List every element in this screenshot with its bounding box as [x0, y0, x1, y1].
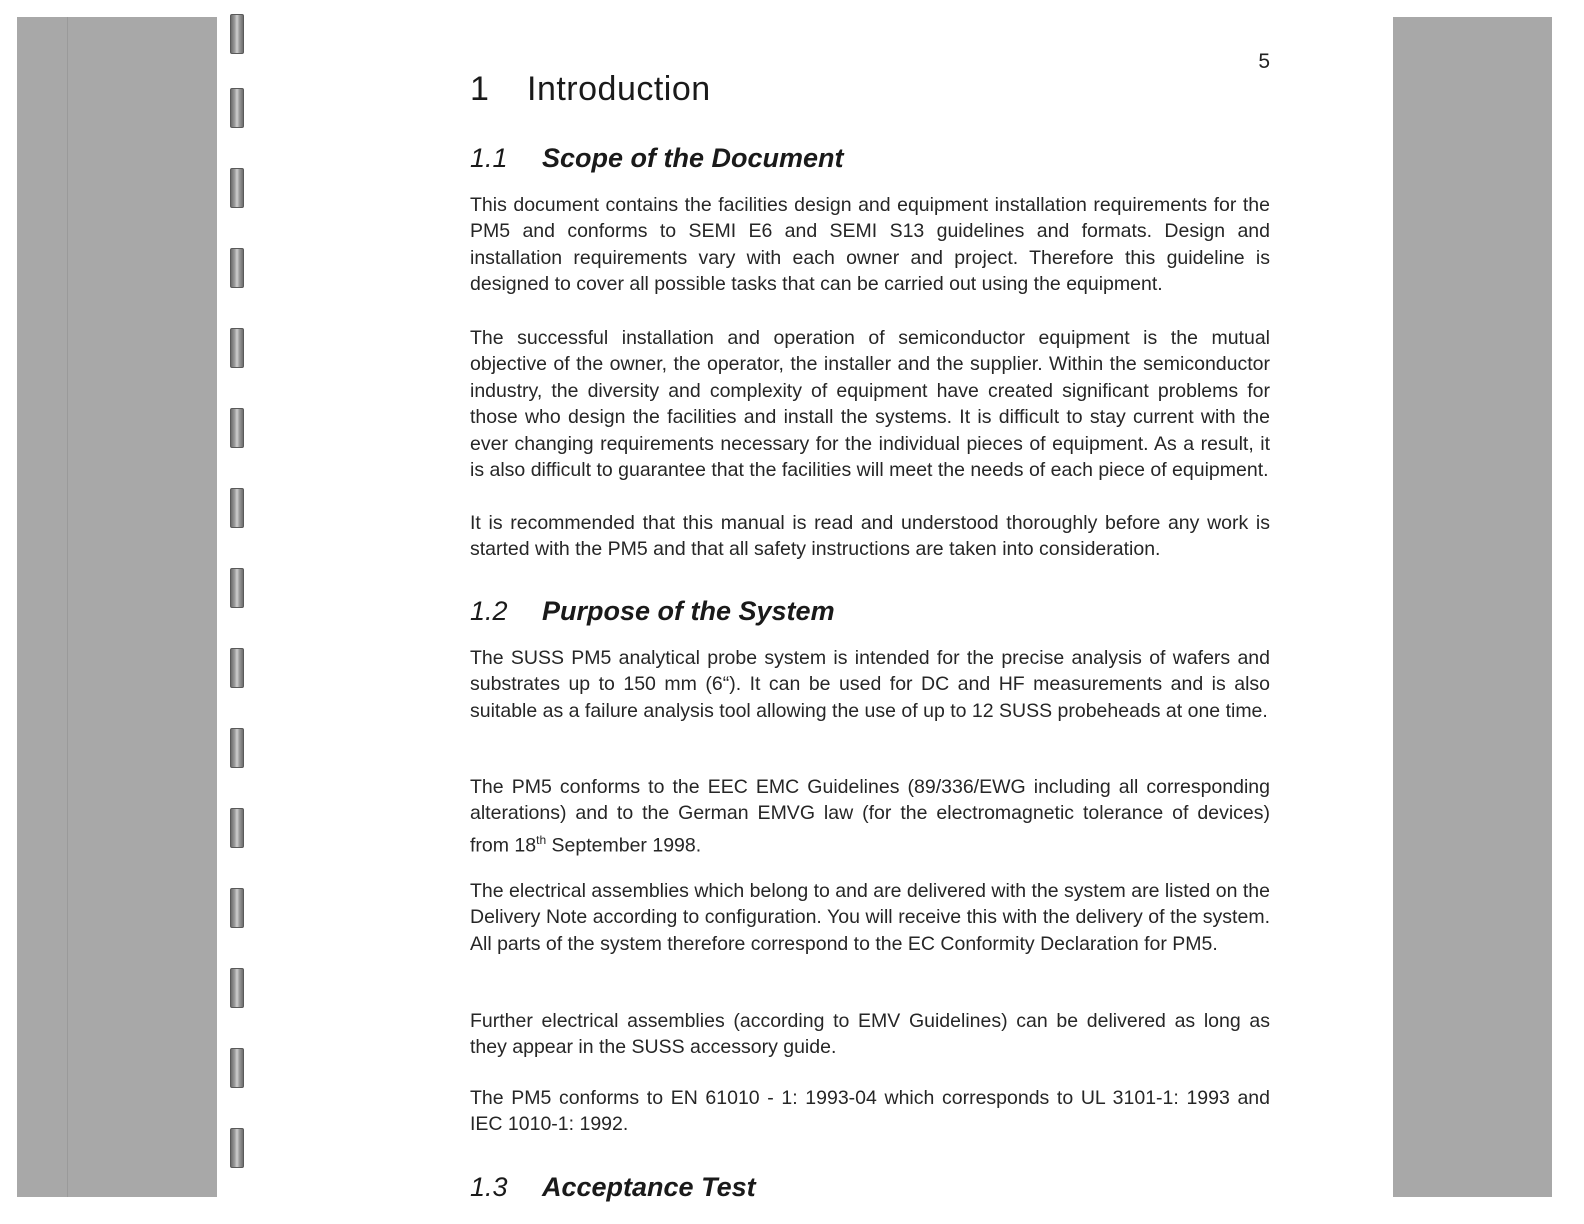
binding-ring [230, 408, 244, 448]
document-page [470, 0, 1270, 1224]
page-number: 5 [1258, 50, 1270, 73]
section-number: 1.3 [470, 1172, 508, 1202]
binding-ring [230, 968, 244, 1008]
section-title: Purpose of the System [542, 596, 835, 626]
binding-ring [230, 1048, 244, 1088]
binding-ring [230, 168, 244, 208]
paragraph: This document contains the facilities design and equipment installation requirements for the PM5 and conforms to SEMI E6 and SEMI S13 guidelines and formats. Design and installation requirements vary with each owner and project. Therefore this guideline is designed to cover all possible tasks that can be carried out using the equipment. [470, 194, 1270, 296]
binding-ring [230, 328, 244, 368]
section-number: 1.1 [470, 143, 508, 173]
binding-ring [230, 648, 244, 688]
section-number: 1.2 [470, 596, 508, 626]
page-fold-line [67, 17, 68, 1197]
section-title: Acceptance Test [542, 1172, 756, 1202]
section-heading-acceptance [470, 1172, 756, 1203]
scan-margin-right [1393, 17, 1552, 1197]
binding-ring [230, 14, 244, 54]
paragraph: It is recommended that this manual is read and understood thoroughly before any work is started with the PM5 and that all safety instructions are taken into consideration. [470, 512, 1270, 561]
scan-margin-left [17, 17, 217, 1197]
binding-ring [230, 888, 244, 928]
chapter-number: 1 [470, 70, 490, 108]
paragraph: The electrical assemblies which belong to and are delivered with the system are listed on the Delivery Note according to configuration. You will receive this with the delivery of the system. All parts of the system therefore correspond to the EC Conformity Declaration for PM5. [470, 880, 1270, 955]
paragraph [470, 774, 1270, 859]
spiral-binding [228, 14, 252, 1194]
paragraph: The successful installation and operation of semiconductor equipment is the mutual objective of the owner, the operator, the installer and the supplier. Within the semiconductor industry, the diversity and complexity of equipment have created significant problems for those who design the facilities and install the systems. It is difficult to stay current with the ever changing requirements necessary for the individual pieces of equipment. As a result, it is also difficult to guarantee that the facilities will meet the needs of each piece of equipment. [470, 327, 1270, 482]
ordinal-suffix: th [536, 832, 547, 847]
paragraph-text: The PM5 conforms to the EEC EMC Guidelines (89/336/EWG including all corresponding alterations) and to the German EMVG law (for the electromagnetic tolerance of devices) from 18 [470, 776, 1270, 857]
section-heading-scope [470, 143, 844, 174]
paragraph: The PM5 conforms to EN 61010 - 1: 1993-04 which corresponds to UL 3101-1: 1993 and IEC 1010-1: 1992. [470, 1087, 1270, 1136]
binding-ring [230, 488, 244, 528]
paragraph-text: September 1998. [546, 834, 702, 857]
section-heading-purpose [470, 596, 835, 627]
chapter-title: Introduction [527, 70, 711, 108]
binding-ring [230, 248, 244, 288]
binding-ring [230, 568, 244, 608]
binding-ring [230, 88, 244, 128]
binding-ring [230, 1128, 244, 1168]
binding-ring [230, 808, 244, 848]
binding-ring [230, 728, 244, 768]
section-title: Scope of the Document [542, 143, 844, 173]
chapter-heading [470, 70, 711, 109]
paragraph: Further electrical assemblies (according to EMV Guidelines) can be delivered as long as they appear in the SUSS accessory guide. [470, 1010, 1270, 1059]
paragraph: The SUSS PM5 analytical probe system is intended for the precise analysis of wafers and substrates up to 150 mm (6“). It can be used for DC and HF measurements and is also suitable as a failure analysis tool allowing the use of up to 12 SUSS probeheads at one time. [470, 647, 1270, 722]
